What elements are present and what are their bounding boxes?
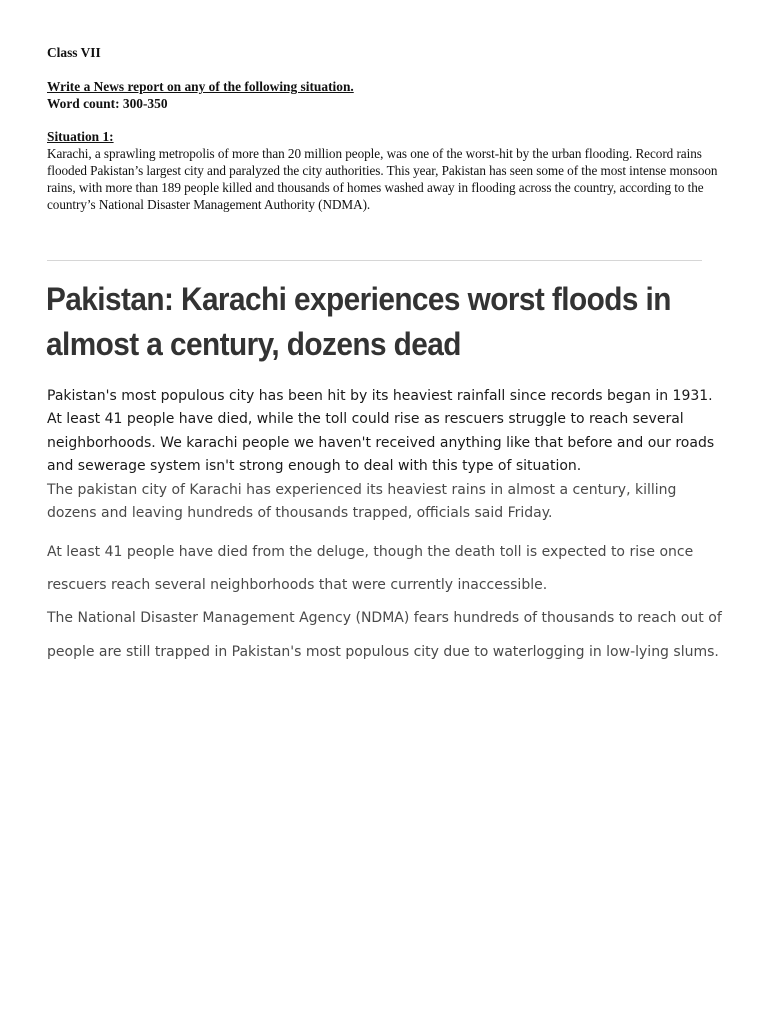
task-instruction: Write a News report on any of the following situation. xyxy=(47,79,354,94)
section-divider xyxy=(47,260,702,261)
article-paragraph-1: The pakistan city of Karachi has experienced its heaviest rains in almost a century, killing dozens and leaving hundreds of thousands trapped, officials said Friday. xyxy=(47,482,677,522)
assignment-block xyxy=(47,44,727,213)
word-count: Word count: 300-350 xyxy=(47,96,168,111)
article-lead: Pakistan's most populous city has been hit by its heaviest rainfall since records began in 1931. At least 41 people have died, while the toll could rise as rescuers struggle to reach several neighborhoods. We karachi people we haven't received anything like that before and our roads and sewerage system isn't strong enough to deal with this type of situation. xyxy=(47,388,715,475)
situation-heading: Situation 1: xyxy=(47,129,114,144)
situation-text: Karachi, a sprawling metropolis of more than 20 million people, was one of the worst-hit by the urban flooding. Record rains flooded Pakistan’s largest city and paralyzed the city authorities. This year, Pakistan has seen some of the most intense monsoon rains, with more than 189 people killed and thousands of homes washed away in flooding across the country, according to the country’s National Disaster Management Authority (NDMA). xyxy=(47,146,718,212)
article-paragraph-2: At least 41 people have died from the deluge, though the death toll is expected to rise once rescuers reach several neighborhoods that were currently inaccessible. xyxy=(47,544,694,593)
class-label: Class VII xyxy=(47,45,101,60)
article-paragraph-3: The National Disaster Management Agency (NDMA) fears hundreds of thousands to reach out of people are still trapped in Pakistan's most populous city due to waterlogging in low-lying slums. xyxy=(47,610,722,660)
article-headline: Pakistan: Karachi experiences worst floods in almost a century, dozens dead xyxy=(46,281,671,362)
